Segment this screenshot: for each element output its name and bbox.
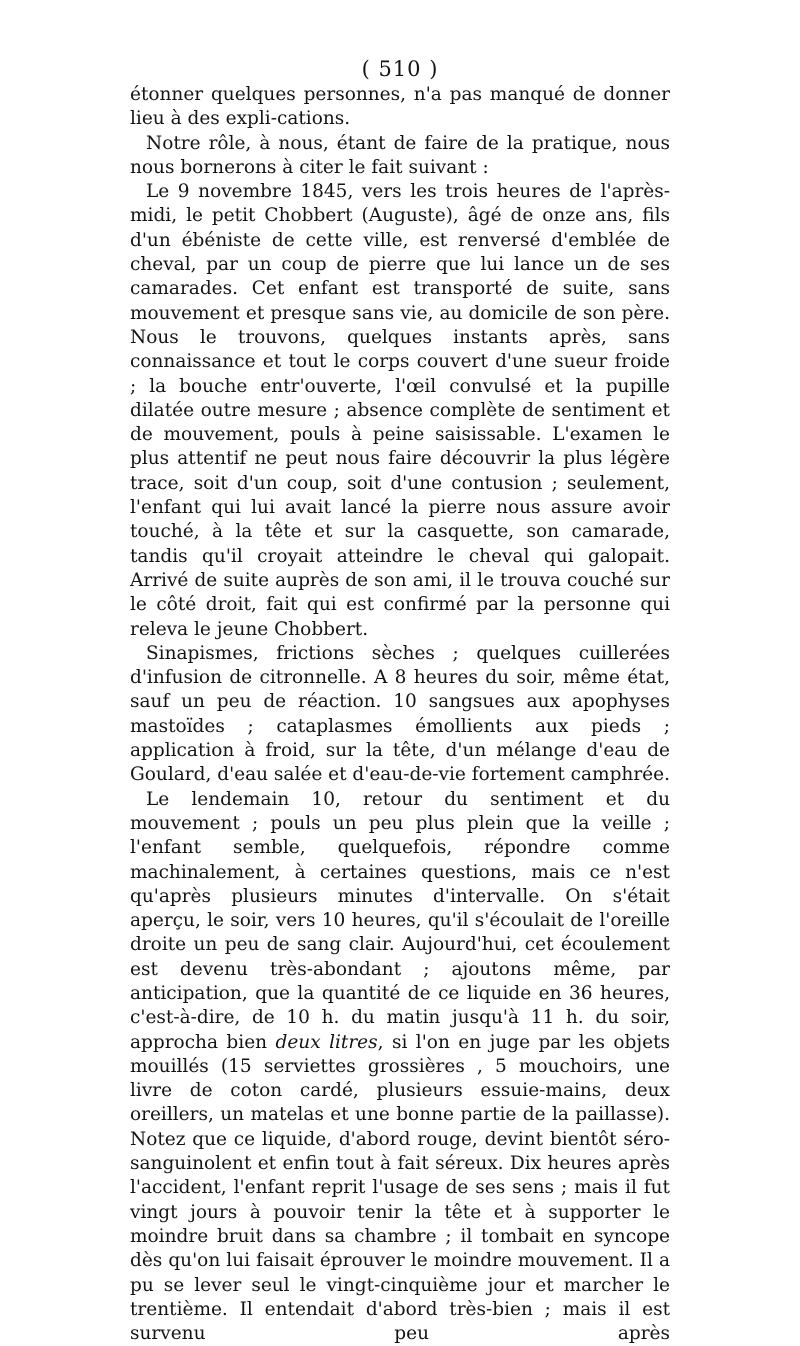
paragraph-treatment: Sinapismes, frictions sèches ; quelques cuillerées d'infusion de citronnelle. A 8 heures du soir, même état, sauf un peu de réaction. 10 sangsues aux apophyses mastoïdes ; cataplasmes émollients aux pieds ; application à froid, sur la tête, d'un mélange d'eau de Goulard, d'eau salée et d'eau-de-vie fortement camphrée. bbox=[130, 642, 670, 786]
paragraph-role: Notre rôle, à nous, étant de faire de la pratique, nous nous bornerons à citer le fait suivant : bbox=[130, 132, 670, 178]
emphasized-quantity: deux litres bbox=[275, 1031, 378, 1053]
paragraph-continuation: étonner quelques personnes, n'a pas manqué de donner lieu à des expli-cations. bbox=[130, 84, 670, 130]
paragraph-next-day-text-after: , si l'on en juge par les objets mouillés (15 serviettes grossières , 5 mouchoirs, une livre de coton cardé, plusieurs essuie-mains, deux oreillers, un matelas et une bonne partie de la paillasse). Notez que ce liquide, d'abord rouge, devint bientôt séro-sanguinolent et enfin tout à fait séreux. Dix heures après l'accident, l'enfant reprit l'usage de ses sens ; mais il fut vingt jours à pouvoir tenir la tête et à supporter le moindre bruit dans sa chambre ; il tombait en syncope dès qu'on lui faisait éprouver le moindre mouvement. Il a pu se lever seul le vingt-cinquième jour et marcher le trentième. Il entendait d'abord très-bien ; mais il est survenu peu après bbox=[130, 1031, 671, 1345]
paragraph-next-day bbox=[130, 788, 670, 1346]
paragraph-case-description: Le 9 novembre 1845, vers les trois heures de l'après-midi, le petit Chobbert (Auguste), âgé de onze ans, fils d'un ébéniste de cette ville, est renversé d'emblée de cheval, par un coup de pierre que lui lance un de ses camarades. Cet enfant est transporté de suite, sans mouvement et presque sans vie, au domicile de son père. Nous le trouvons, quelques instants après, sans connaissance et tout le corps couvert d'une sueur froide ; la bouche entr'ouverte, l'œil convulsé et la pupille dilatée outre mesure ; absence complète de sentiment et de mouvement, pouls à peine saisissable. L'examen le plus attentif ne peut nous faire découvrir la plus légère trace, soit d'un coup, soit d'une contusion ; seulement, l'enfant qui lui avait lancé la pierre nous assure avoir touché, à la tête et sur la casquette, son camarade, tandis qu'il croyait atteindre le cheval qui galopait. Arrivé de suite auprès de son ami, il le trouva couché sur le côté droit, fait qui est confirmé par la personne qui releva le jeune Chobbert. bbox=[130, 181, 670, 640]
body-text bbox=[130, 83, 670, 1346]
page-number: ( 510 ) bbox=[361, 57, 439, 81]
paragraph-next-day-text-before: Le lendemain 10, retour du sentiment et du mouvement ; pouls un peu plus plein que la veille ; l'enfant semble, quelquefois, répondre comme machinalement, à certaines questions, mais ce n'est qu'après plusieurs minutes d'intervalle. On s'était aperçu, le soir, vers 10 heures, qu'il s'écoulait de l'oreille droite un peu de sang clair. Aujourd'hui, cet écoulement est devenu très-abondant ; ajoutons même, par anticipation, que la quantité de ce liquide en 36 heures, c'est-à-dire, de 10 h. du matin jusqu'à 11 h. du soir, approcha bien bbox=[130, 788, 670, 1053]
